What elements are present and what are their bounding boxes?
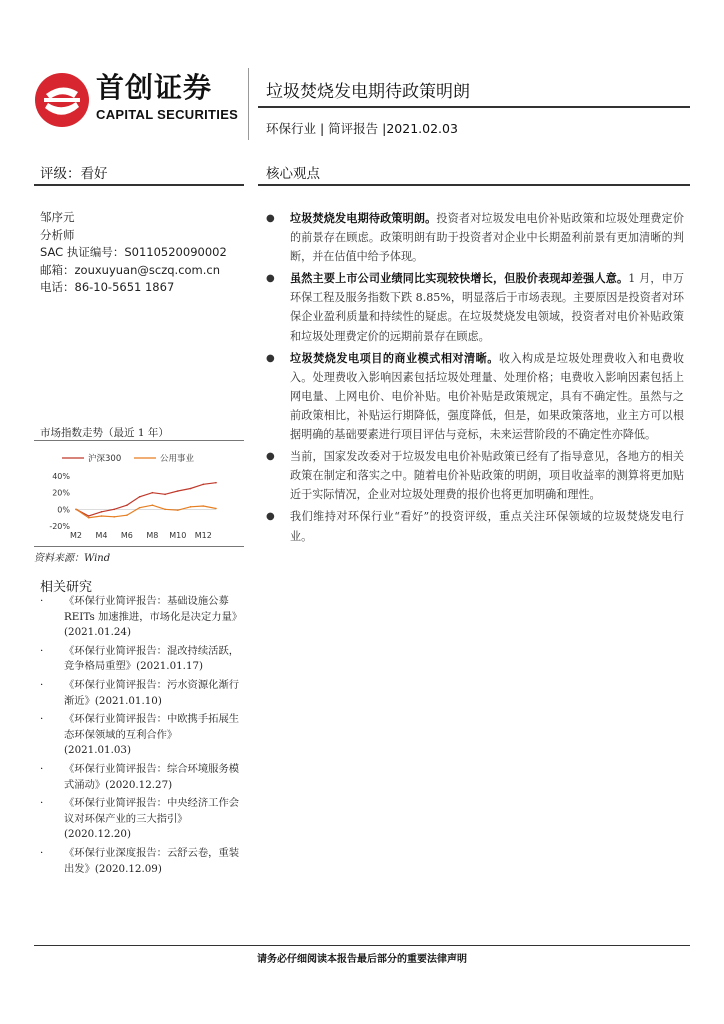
data-point	[177, 509, 179, 511]
chart-source: 资料来源：Wind	[34, 553, 111, 564]
bullet-icon: ●	[266, 273, 275, 285]
core-point-heading: 垃圾焚烧发电期待政策明朗。	[290, 212, 437, 225]
brand-name-cn: 首创证券	[96, 71, 213, 104]
header-rule	[258, 106, 690, 108]
core-point-heading: 垃圾焚烧发电项目的商业模式相对清晰。	[290, 351, 499, 365]
bullet-icon: ●	[266, 511, 275, 523]
bullet-icon: ·	[40, 797, 44, 810]
related-item[interactable]	[40, 846, 240, 877]
data-point	[75, 509, 77, 511]
data-point	[215, 482, 217, 484]
core-point	[266, 209, 684, 266]
related-item[interactable]	[40, 712, 240, 759]
data-point	[152, 492, 154, 494]
data-point	[101, 515, 103, 517]
related-item[interactable]	[40, 796, 240, 843]
related-item-text: 《环保行业简评报告：中欧携手拓展生态环保领域的互利合作》(2021.01.03)	[64, 713, 240, 757]
bullet-icon: ·	[40, 644, 44, 657]
x-tick-label: M10	[169, 531, 187, 540]
related-item[interactable]	[40, 644, 240, 675]
x-tick-label: M4	[95, 531, 108, 540]
x-tick-label: M2	[70, 531, 82, 540]
data-point	[190, 506, 192, 508]
analyst-name: 邹序元	[40, 210, 75, 224]
analyst-sac: SAC 执证编号：S0110520090002	[40, 245, 227, 260]
market-index-chart	[34, 444, 244, 544]
report-title: 垃圾焚烧发电期待政策明朗	[266, 82, 470, 102]
x-tick-label: M8	[146, 531, 159, 540]
bullet-icon: ●	[266, 451, 275, 463]
bullet-icon: ·	[40, 678, 44, 691]
series-line	[76, 483, 216, 516]
data-point	[101, 511, 103, 513]
related-item-text: 《环保行业简评报告：混改持续活跃，竞争格局重塑》(2021.01.17)	[64, 644, 240, 673]
chart-rule-bottom	[34, 546, 244, 547]
analyst-role: 分析师	[40, 227, 75, 242]
bullet-icon: ·	[40, 713, 44, 726]
core-points-list	[266, 209, 684, 549]
analyst-email: 邮箱：zouxuyuan@sczq.com.cn	[40, 262, 221, 277]
data-point	[202, 484, 204, 486]
y-tick-label: 20%	[52, 488, 70, 498]
legal-disclaimer-footer: 请务必仔细阅读本报告最后部分的重要法律声明	[257, 954, 467, 965]
core-point-text: 1 月，申万环保工程及服务指数下跌 8.85%，明显落后于市场表现。主要原因是投资者对环保企业盈利质量和持续性的疑虑。在垃圾焚烧发电领域，投资者对电价补贴政策和垃圾处理费定价的远期前景存在顾虑。	[290, 272, 684, 343]
data-point	[113, 516, 115, 518]
analyst-phone: 电话：86-10-5651 1867	[40, 280, 175, 295]
capital-securities-logo-icon	[34, 72, 90, 128]
related-research-title: 相关研究	[40, 580, 93, 595]
bullet-icon: ·	[40, 595, 44, 607]
data-point	[126, 514, 128, 516]
data-point	[126, 504, 128, 506]
core-point-text: 投资者对垃圾发电电价补贴政策和垃圾处理费定价的前景存在顾虑。政策明朗有助于投资者对企业中长期盈利前景有更加清晰的判断，并在估值中给予体现。	[290, 212, 684, 264]
core-point	[266, 349, 684, 444]
related-item-text: 《环保行业简评报告：综合环境服务模式涌动》(2020.12.27)	[64, 762, 240, 791]
left-section-rule	[34, 184, 244, 186]
data-point	[190, 488, 192, 490]
related-item-text: 《环保行业简评报告：基础设施公募 REITs 加速推进，市场化是决定力量》(2021.01.24)	[64, 595, 238, 639]
related-item-text: 《环保行业简评报告：污水资源化渐行渐近》(2021.01.10)	[64, 678, 240, 707]
legend-label: 公用事业	[160, 454, 195, 464]
chart-title: 市场指数走势（最近 1 年）	[40, 427, 169, 439]
chart-rule-top	[34, 440, 244, 441]
x-tick-label: M12	[194, 531, 212, 540]
header-divider	[248, 68, 249, 140]
related-item-text: 《环保行业简评报告：中央经济工作会议对环保产业的三大指引》(2020.12.20)	[64, 797, 240, 841]
y-tick-label: -20%	[49, 522, 70, 531]
data-point	[164, 494, 166, 496]
related-item-text: 《环保行业深度报告：云舒云卷，重装出发》(2020.12.09)	[64, 846, 240, 875]
core-point	[266, 447, 684, 504]
bullet-icon: ·	[40, 846, 44, 859]
bullet-icon: ●	[266, 352, 275, 364]
data-point	[88, 517, 90, 519]
brand-name-en: CAPITAL SECURITIES	[96, 107, 239, 122]
data-point	[202, 505, 204, 507]
core-point-text: 当前，国家发改委对于垃圾发电电价补贴政策已经有了指导意见，各地方的相关政策在制定和落实之中。随着电价补贴政策的明朗，项目收益率的测算将更加贴近于实际情况，企业对垃圾处理费的报价也将更加明确和理性。	[290, 450, 684, 502]
data-point	[164, 509, 166, 511]
series-line	[76, 505, 216, 518]
core-points-title: 核心观点	[266, 166, 320, 182]
data-point	[88, 515, 90, 517]
footer-rule	[34, 945, 690, 946]
core-point-text: 收入构成是垃圾处理费收入和电费收入。处理费收入影响因素包括垃圾处理量、处理价格；电费收入影响因素包括上网电量、上网电价、电价补贴。电价补贴是政策规定，具有不确定性。虽然与之前政策相比，补贴运行期降低，强度降低，但是，如果政策落地，业主方可以根据明确的基础要素进行项目评估与竞标，未来运营阶段的不确定性亦降低。	[290, 351, 684, 442]
y-tick-label: 0%	[57, 505, 70, 515]
related-research-list	[40, 594, 240, 880]
data-point	[177, 490, 179, 492]
data-point	[113, 509, 115, 511]
y-tick-label: 40%	[52, 472, 70, 481]
related-item[interactable]	[40, 678, 240, 709]
core-point	[266, 269, 684, 345]
analyst-info	[40, 209, 227, 297]
data-point	[152, 504, 154, 506]
core-point	[266, 507, 684, 545]
related-item[interactable]	[40, 762, 240, 793]
right-section-rule	[258, 184, 690, 186]
related-item[interactable]	[40, 594, 240, 641]
x-tick-label: M6	[120, 531, 133, 540]
core-point-heading: 虽然主要上市公司业绩同比实现较快增长，但股价表现却差强人意。	[290, 272, 629, 286]
legend-label: 沪深300	[88, 454, 122, 464]
data-point	[139, 507, 141, 509]
rating-label: 评级：看好	[40, 166, 108, 182]
report-subheader: 环保行业 | 简评报告 |2021.02.03	[266, 121, 458, 136]
bullet-icon: ●	[266, 213, 275, 224]
core-point-text: 我们维持对环保行业“看好”的投资评级，重点关注环保领域的垃圾焚烧发电行业。	[290, 510, 684, 543]
data-point	[139, 496, 141, 498]
bullet-icon: ·	[40, 762, 44, 775]
data-point	[215, 508, 217, 510]
